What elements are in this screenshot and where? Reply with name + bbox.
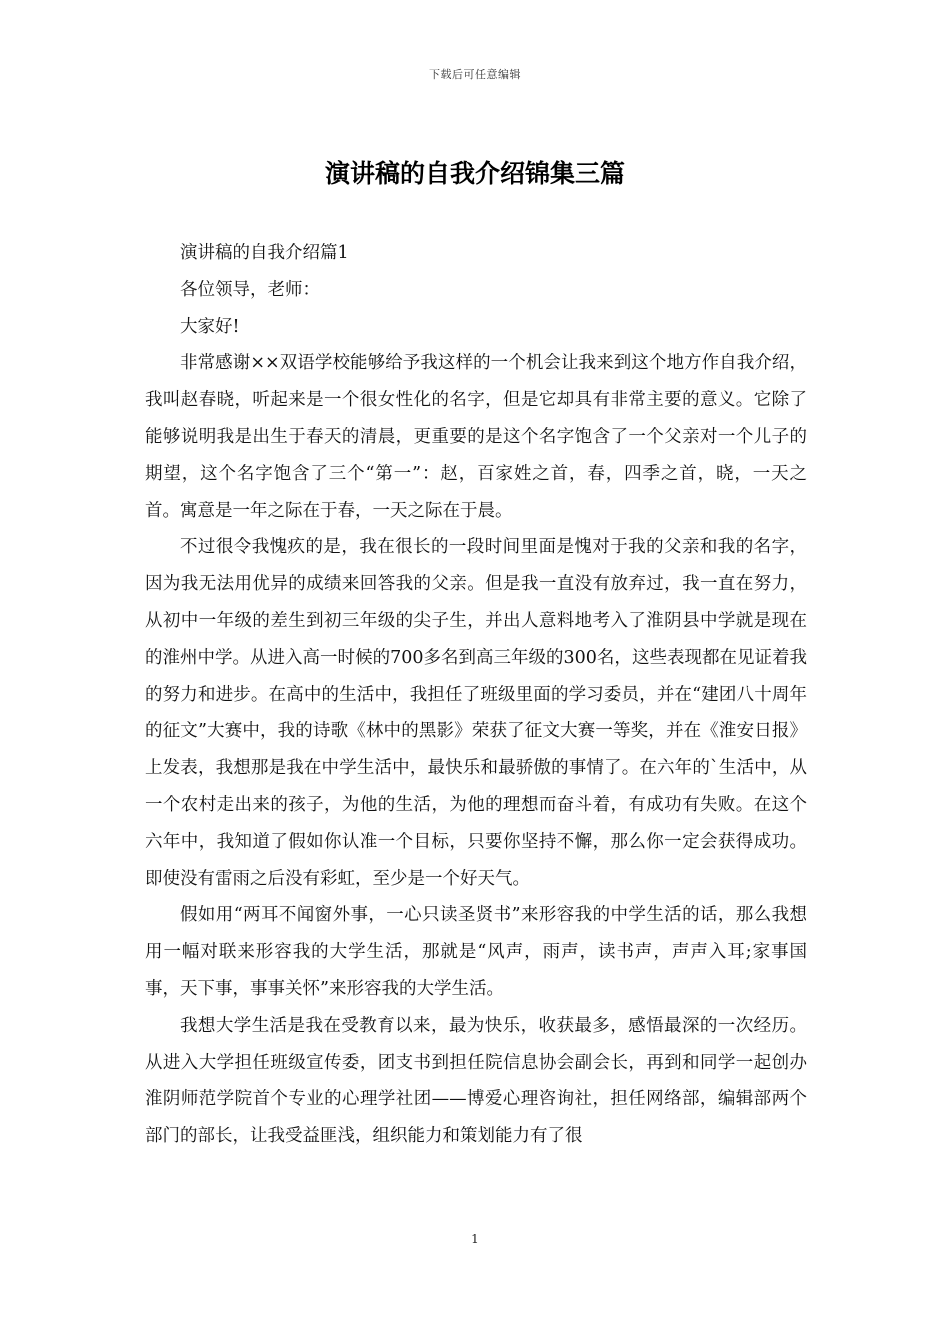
page-header: 下载后可任意编辑: [429, 68, 521, 81]
body-paragraph: 我想大学生活是我在受教育以来，最为快乐，收获最多，感悟最深的一次经历。从进入大学担任班级宣传委，团支书到担任院信息协会副会长，再到和同学一起创办淮阴师范学院首个专业的心理学社团——博爱心理咨询社，担任网络部，编辑部两个部门的部长，让我受益匪浅，组织能力和策划能力有了很: [145, 1015, 807, 1147]
document-title: 演讲稿的自我介绍锦集三篇: [324, 159, 625, 188]
page-number: 1: [471, 1232, 479, 1246]
document-body: [145, 235, 807, 1155]
body-paragraph: 假如用“两耳不闻窗外事，一心只读圣贤书”来形容我的中学生活的话，那么我想用一幅对联来形容我的大学生活，那就是“风声，雨声，读书声，声声入耳;家事国事，天下事，事事关怀”来形容我的大学生活。: [145, 905, 807, 999]
body-paragraph: 非常感谢××双语学校能够给予我这样的一个机会让我来到这个地方作自我介绍，我叫赵春晓，听起来是一个很女性化的名字，但是它却具有非常主要的意义。它除了能够说明我是出生于春天的清晨，更重要的是这个名字饱含了一个父亲对一个儿子的期望，这个名字饱含了三个“第一”：赵，百家姓之首，春，四季之首，晓，一天之首。寓意是一年之际在于春，一天之际在于晨。: [145, 353, 807, 521]
greeting: 大家好!: [180, 316, 240, 337]
body-paragraph: 不过很令我愧疚的是，我在很长的一段时间里面是愧对于我的父亲和我的名字，因为我无法用优异的成绩来回答我的父亲。但是我一直没有放弃过，我一直在努力，从初中一年级的差生到初三年级的尖子生，并出人意料地考入了淮阴县中学就是现在的淮州中学。从进入高一时候的700多名到高三年级的300名，这些表现都在见证着我的努力和进步。在高中的生活中，我担任了班级里面的学习委员，并在“建团八十周年的征文”大赛中，我的诗歌《林中的黑影》荣获了征文大赛一等奖，并在《淮安日报》上发表，我想那是我在中学生活中，最快乐和最骄傲的事情了。在六年的`生活中，从一个农村走出来的孩子，为他的生活，为他的理想而奋斗着，有成功有失败。在这个六年中，我知道了假如你认准一个目标，只要你坚持不懈，那么你一定会获得成功。即使没有雷雨之后没有彩虹，至少是一个好天气。: [145, 537, 807, 889]
section-heading: 演讲稿的自我介绍篇1: [180, 243, 349, 263]
salutation: 各位领导，老师：: [180, 279, 320, 300]
